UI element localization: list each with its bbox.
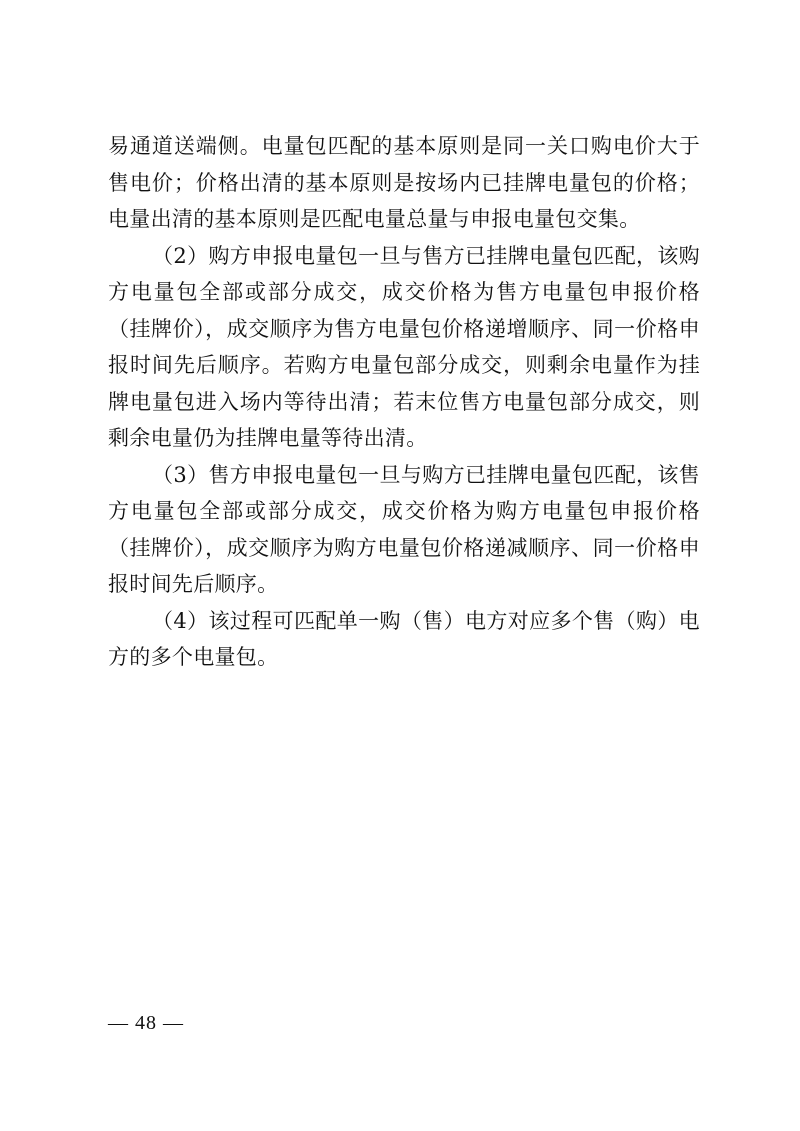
paragraph-item-3: （3）售方申报电量包一旦与购方已挂牌电量包匹配，该售方电量包全部或部分成交，成交价格为购方电量包申报价格（挂牌价），成交顺序为购方电量包价格递减顺序、同一价格申报时间先后顺序。 [108,462,700,596]
paragraph-item-2: （2）购方申报电量包一旦与售方已挂牌电量包匹配，该购方电量包全部或部分成交，成交价格为售方电量包申报价格（挂牌价），成交顺序为售方电量包价格递增顺序、同一价格申报时间先后顺序。若购方电量包部分成交，则剩余电量作为挂牌电量包进入场内等待出清；若末位售方电量包部分成交，则剩余电量仍为挂牌电量等待出清。 [108,243,700,450]
document-body [108,128,700,676]
page-number: — 48 — [108,1012,184,1034]
paragraph-item-4: （4）该过程可匹配单一购（售）电方对应多个售（购）电方的多个电量包。 [108,608,700,669]
paragraph-continuation: 易通道送端侧。电量包匹配的基本原则是同一关口购电价大于售电价；价格出清的基本原则是按场内已挂牌电量包的价格；电量出清的基本原则是匹配电量总量与申报电量包交集。 [108,134,700,231]
